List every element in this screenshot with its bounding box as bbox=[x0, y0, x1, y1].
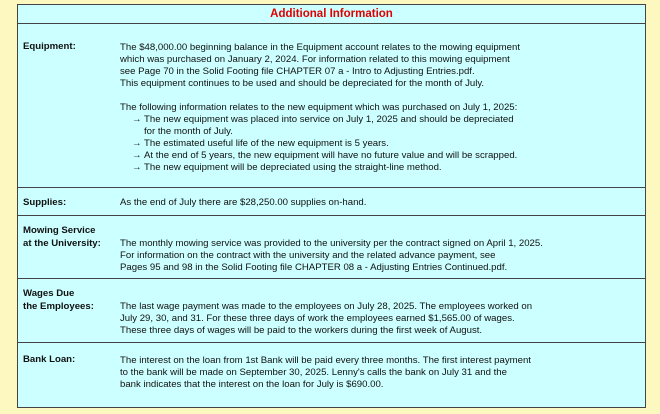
equipment-content bbox=[120, 42, 520, 174]
panel-title: Additional Information bbox=[18, 5, 645, 24]
bank-loan-section bbox=[18, 343, 645, 407]
wages-label-line2: the Employees: bbox=[23, 301, 94, 312]
wages-label bbox=[23, 287, 94, 313]
bullet-text: The new equipment will be depreciated using the straight-line method. bbox=[144, 162, 442, 173]
new-equipment-intro: The following information relates to the new equipment which was purchased on July 1, 2025: bbox=[120, 102, 518, 113]
additional-information-panel bbox=[17, 4, 646, 408]
mowing-label-line2: at the University: bbox=[23, 238, 101, 249]
equipment-line: see Page 70 in the Solid Footing file CHAPTER 07 a - Intro to Adjusting Entries.pdf. bbox=[120, 66, 475, 77]
wages-line: The last wage payment was made to the employees on July 28, 2025. The employees worked on bbox=[120, 301, 533, 312]
supplies-content bbox=[120, 197, 366, 209]
supplies-section bbox=[18, 188, 645, 216]
wages-content bbox=[120, 301, 532, 337]
loan-line: to the bank will be made on September 30, 2025. Lenny's calls the bank on July 31 and the bbox=[120, 367, 507, 378]
wages-line: These three days of wages will be paid to the workers during the first week of August. bbox=[120, 325, 483, 336]
wages-line: July 29, 30, and 31. For these three days of work the employees earned $1,565.00 of wages. bbox=[120, 313, 515, 324]
mowing-label bbox=[23, 224, 101, 250]
bullet-text: for the month of July. bbox=[144, 126, 233, 137]
wages-label-line1: Wages Due bbox=[23, 288, 75, 299]
bullet-text: The estimated useful life of the new equipment is 5 years. bbox=[144, 138, 389, 149]
mowing-line: Pages 95 and 98 in the Solid Footing file CHAPTER 08 a - Adjusting Entries Continued.pdf. bbox=[120, 262, 508, 273]
loan-line: The interest on the loan from 1st Bank will be paid every three months. The first interest payment bbox=[120, 355, 531, 366]
list-item bbox=[120, 114, 520, 138]
bullet-text: The new equipment was placed into service on July 1, 2025 and should be depreciated bbox=[144, 114, 514, 125]
supplies-text: As the end of July there are $28,250.00 supplies on-hand. bbox=[120, 197, 367, 208]
mowing-label-line1: Mowing Service bbox=[23, 225, 96, 236]
mowing-content bbox=[120, 238, 543, 274]
bank-loan-content bbox=[120, 355, 531, 391]
arrow-icon: → bbox=[132, 162, 142, 173]
arrow-icon: → bbox=[132, 138, 142, 149]
arrow-icon: → bbox=[132, 150, 142, 161]
wages-section bbox=[18, 279, 645, 343]
loan-line: bank indicates that the interest on the loan for July is $690.00. bbox=[120, 379, 384, 390]
mowing-line: The monthly mowing service was provided to the university per the contract signed on April 1, 2025. bbox=[120, 238, 543, 249]
equipment-section bbox=[18, 24, 645, 188]
list-item bbox=[120, 150, 520, 162]
equipment-line: This equipment continues to be used and should be depreciated for the month of July. bbox=[120, 78, 485, 89]
bank-loan-label: Bank Loan: bbox=[23, 354, 76, 365]
equipment-label: Equipment: bbox=[23, 41, 76, 52]
equipment-line: which was purchased on January 2, 2024. For information related to this mowing equipment bbox=[120, 54, 510, 65]
arrow-icon: → bbox=[132, 114, 142, 125]
mowing-section bbox=[18, 216, 645, 279]
bullet-text: At the end of 5 years, the new equipment will have no future value and will be scrapped. bbox=[144, 150, 518, 161]
mowing-line: For information on the contract with the university and the related advance payment, see bbox=[120, 250, 496, 261]
list-item bbox=[120, 138, 520, 150]
equipment-line: The $48,000.00 beginning balance in the Equipment account relates to the mowing equipment bbox=[120, 42, 521, 53]
list-item bbox=[120, 162, 520, 174]
supplies-label: Supplies: bbox=[23, 197, 67, 208]
